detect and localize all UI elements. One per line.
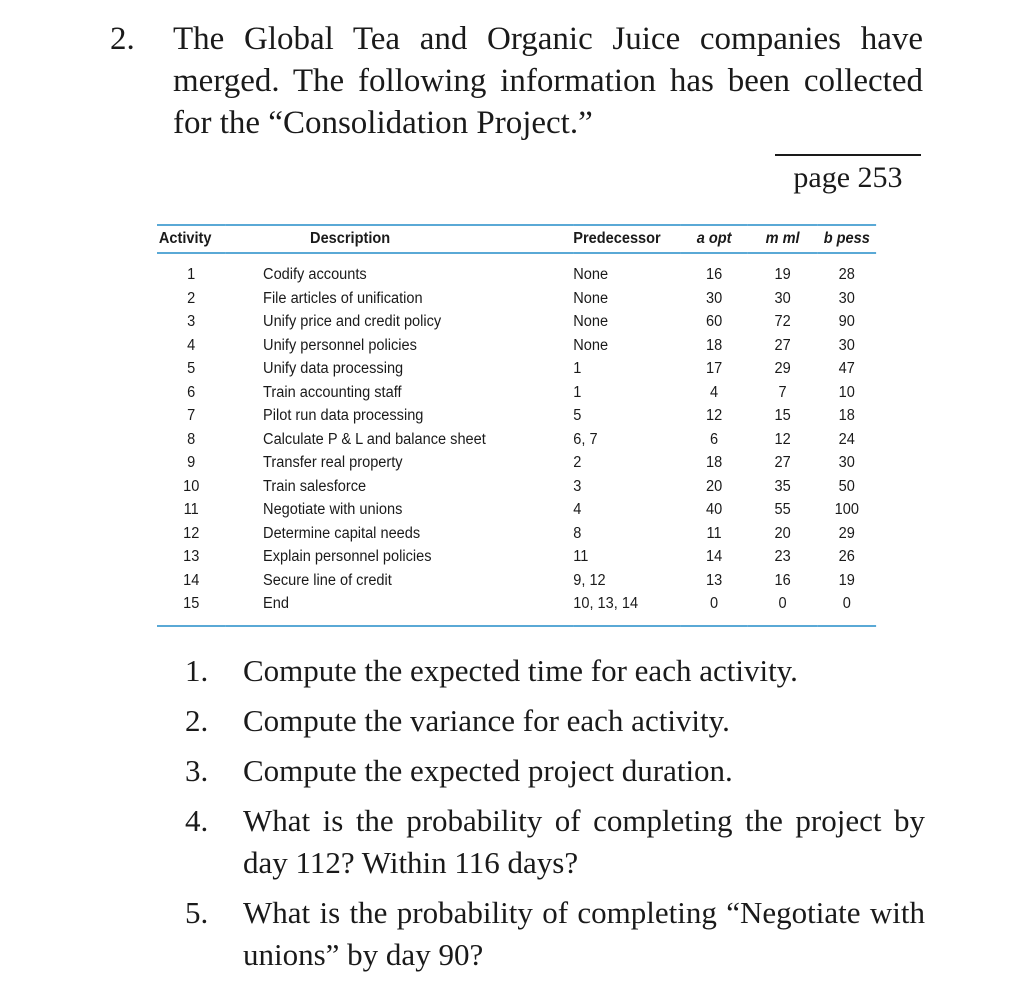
task-number: 1.: [185, 653, 209, 688]
task-item: [185, 700, 925, 742]
table-row: [157, 546, 876, 570]
header-activity: Activity: [157, 225, 225, 253]
cell-description: Unify data processing: [263, 360, 404, 377]
task-list: [185, 650, 925, 984]
cell-description: Codify accounts: [263, 266, 367, 283]
table-row: [157, 593, 876, 626]
task-number: 5.: [185, 895, 209, 930]
task-number: 3.: [185, 753, 209, 788]
cell-predecessor: 1: [573, 360, 582, 377]
cell-a-opt: 16: [705, 266, 723, 283]
cell-m-ml: 55: [774, 501, 791, 518]
cell-description: Train accounting staff: [263, 383, 402, 401]
cell-m-ml: 20: [774, 524, 791, 542]
table-row: [157, 570, 876, 594]
cell-a-opt: 20: [705, 477, 723, 495]
cell-activity: 5: [187, 360, 196, 377]
table-row: [157, 288, 876, 312]
cell-activity: 9: [187, 454, 196, 471]
cell-description: Calculate P & L and balance sheet: [263, 430, 486, 448]
cell-activity: 14: [183, 571, 200, 589]
cell-predecessor: 1: [573, 383, 582, 401]
table-row: [157, 476, 876, 500]
table-row: [157, 311, 876, 335]
activity-table: [157, 224, 876, 627]
cell-a-opt: 0: [680, 593, 747, 626]
cell-b-pess: 19: [838, 571, 855, 589]
cell-m-ml: 35: [774, 477, 791, 495]
cell-b-pess: 47: [838, 360, 855, 377]
cell-a-opt: 14: [705, 548, 723, 565]
task-text: What is the probability of completing the project by day 112? Within 116 days?: [243, 803, 925, 880]
task-number: 4.: [185, 803, 209, 838]
table-row: [157, 429, 876, 453]
cell-a-opt: 4: [710, 383, 719, 401]
cell-predecessor: 11: [573, 548, 589, 565]
table-row: [157, 499, 876, 523]
question-number: 2.: [110, 21, 135, 57]
question-intro: The Global Tea and Organic Juice companies have merged. The following information has been collected for the “Consolidation Project.”: [173, 21, 923, 141]
cell-m-ml: 29: [774, 360, 791, 377]
task-text: Compute the expected project duration.: [243, 753, 733, 788]
cell-predecessor: 5: [573, 407, 582, 424]
cell-predecessor: None: [573, 336, 609, 354]
cell-a-opt: 40: [705, 501, 723, 518]
cell-activity: 13: [183, 548, 200, 565]
cell-description: Secure line of credit: [263, 571, 392, 589]
task-item: [185, 892, 925, 976]
cell-predecessor: 4: [573, 501, 582, 518]
task-item: [185, 750, 925, 792]
cell-description: Determine capital needs: [263, 524, 421, 542]
cell-a-opt: 17: [705, 360, 723, 377]
cell-description: Train salesforce: [263, 477, 367, 495]
cell-m-ml: 27: [774, 454, 791, 471]
task-text: Compute the variance for each activity.: [243, 703, 730, 738]
cell-predecessor: 9, 12: [573, 571, 606, 589]
cell-activity: 2: [187, 289, 196, 307]
cell-activity: 12: [183, 524, 200, 542]
cell-b-pess: 0: [817, 593, 876, 626]
cell-b-pess: 30: [838, 289, 855, 307]
cell-predecessor: 10, 13, 14: [573, 593, 680, 626]
cell-a-opt: 11: [706, 524, 722, 542]
cell-predecessor: None: [573, 289, 609, 307]
cell-m-ml: 15: [774, 407, 791, 424]
table-row: [157, 253, 876, 288]
header-description: Description: [225, 225, 573, 253]
cell-predecessor: None: [573, 266, 609, 283]
table-row: [157, 382, 876, 406]
cell-description: Transfer real property: [263, 454, 403, 471]
table-row: [157, 523, 876, 547]
cell-m-ml: 16: [774, 571, 791, 589]
cell-b-pess: 50: [838, 477, 855, 495]
cell-predecessor: 6, 7: [573, 430, 598, 448]
cell-description: Pilot run data processing: [263, 407, 424, 424]
cell-predecessor: None: [573, 313, 609, 330]
cell-activity: 8: [187, 430, 196, 448]
task-text: What is the probability of completing “Negotiate with unions” by day 90?: [243, 895, 925, 972]
cell-activity: 11: [183, 501, 199, 518]
cell-activity: 6: [187, 383, 196, 401]
cell-activity: 7: [187, 407, 196, 424]
table-row: [157, 335, 876, 359]
header-predecessor: Predecessor: [573, 225, 680, 253]
cell-description: File articles of unification: [263, 289, 423, 307]
task-text: Compute the expected time for each activity.: [243, 653, 798, 688]
header-a-opt: a opt: [680, 225, 747, 253]
cell-activity: 15: [157, 593, 225, 626]
cell-m-ml: 30: [774, 289, 791, 307]
cell-activity: 3: [187, 313, 196, 330]
cell-activity: 1: [187, 266, 196, 283]
task-number: 2.: [185, 703, 209, 738]
cell-a-opt: 18: [705, 454, 723, 471]
cell-m-ml: 27: [774, 336, 791, 354]
cell-a-opt: 18: [705, 336, 723, 354]
cell-b-pess: 29: [838, 524, 855, 542]
cell-activity: 10: [183, 477, 200, 495]
cell-a-opt: 30: [705, 289, 723, 307]
task-item: [185, 800, 925, 884]
cell-a-opt: 6: [710, 430, 719, 448]
cell-m-ml: 23: [774, 548, 791, 565]
cell-predecessor: 8: [573, 524, 582, 542]
header-m-ml: m ml: [748, 225, 818, 253]
cell-b-pess: 30: [838, 336, 855, 354]
table-row: [157, 405, 876, 429]
cell-predecessor: 3: [573, 477, 582, 495]
cell-a-opt: 13: [705, 571, 723, 589]
cell-b-pess: 100: [834, 501, 859, 518]
cell-b-pess: 28: [838, 266, 855, 283]
cell-b-pess: 30: [838, 454, 855, 471]
task-item: [185, 650, 925, 692]
header-b-pess: b pess: [817, 225, 876, 253]
page-reference: page 253: [775, 154, 921, 198]
table-header-row: [157, 225, 876, 253]
table-row: [157, 358, 876, 382]
cell-description: End: [225, 593, 573, 626]
cell-activity: 4: [187, 336, 196, 354]
cell-description: Unify personnel policies: [263, 336, 417, 354]
cell-predecessor: 2: [573, 454, 582, 471]
cell-m-ml: 0: [748, 593, 818, 626]
cell-description: Unify price and credit policy: [263, 313, 442, 330]
cell-a-opt: 12: [705, 407, 723, 424]
cell-b-pess: 10: [838, 383, 855, 401]
cell-description: Negotiate with unions: [263, 501, 403, 518]
cell-b-pess: 24: [838, 430, 855, 448]
table-row: [157, 452, 876, 476]
cell-b-pess: 18: [838, 407, 855, 424]
table-body: [157, 253, 876, 626]
cell-a-opt: 60: [705, 313, 723, 330]
cell-b-pess: 90: [838, 313, 855, 330]
cell-b-pess: 26: [838, 548, 855, 565]
cell-m-ml: 7: [778, 383, 787, 401]
cell-m-ml: 19: [774, 266, 791, 283]
cell-description: Explain personnel policies: [263, 548, 432, 565]
cell-m-ml: 12: [774, 430, 791, 448]
cell-m-ml: 72: [774, 313, 791, 330]
